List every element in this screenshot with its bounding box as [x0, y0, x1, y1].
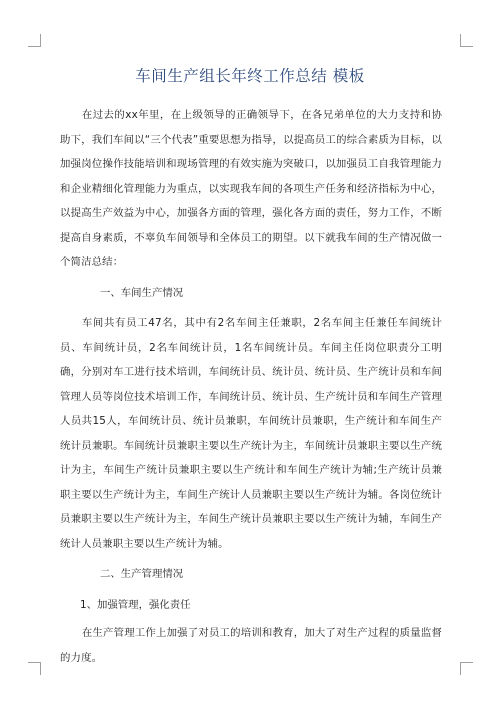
page-corner-mark	[460, 34, 473, 47]
section-heading: 二、生产管理情况	[100, 568, 184, 580]
section-paragraph: 车间共有员工47名，其中有2名车间主任兼职，2名车间主任兼任车间统计员、车间统计员，2名车间统计员，1名车间统计员。车间主任岗位职责分工明确，分别对车工进行技术培训，车间统计员、统计员、统计员、生产统计员和车间管理人员等岗位技术培训工作，车间统计员、统计员、生产统计员和车间生产管理人员共15人，车间统计员、统计员兼职，车间统计员兼职，生产统计和车间生产统计员兼职。车间统计员兼职主要以生产统计为主，车间统计员兼职主要以生产统计为主，车间生产统计员兼职主要以生产统计和车间生产统计为辅;生产统计员兼职主要以生产统计为主，车间生产统计人员兼职主要以生产统计为辅。各岗位统计员兼职主要以生产统计为主，车间生产统计员兼职主要以生产统计为辅，车间生产统计人员兼职主要以生产统计为辅。	[60, 317, 442, 550]
subsection-heading: 1、加强管理，强化责任	[80, 598, 191, 611]
document-body	[60, 103, 442, 670]
section-heading: 一、车间生产情况	[100, 286, 184, 299]
page-corner-mark	[28, 662, 41, 675]
page-corner-mark	[460, 662, 473, 675]
intro-paragraph: 在过去的xx年里，在上级领导的正确领导下，在各兄弟单位的大力支持和协助下，我们车间以“三个代表”重要思想为指导，以提高员工的综合素质为目标，以加强岗位操作技能培训和现场管理的有效实施为突破口，以加强员工自我管理能力和企业精细化管理能力为重点，以实现我车间的各项生产任务和经济指标为中心，以提高生产效益为中心，加强各方面的管理，强化各方面的责任，努力工作，不断提高自身素质，不辜负车间领导和全体员工的期望。以下就我车间的生产情况做一个简洁总结：	[60, 109, 442, 268]
page-corner-mark	[28, 34, 41, 47]
section-paragraph: 在生产管理工作上加强了对员工的培训和教育，加大了对生产过程的质量监督的力度。	[60, 627, 442, 664]
document-title: 车间生产组长年终工作总结 模板	[135, 67, 365, 85]
